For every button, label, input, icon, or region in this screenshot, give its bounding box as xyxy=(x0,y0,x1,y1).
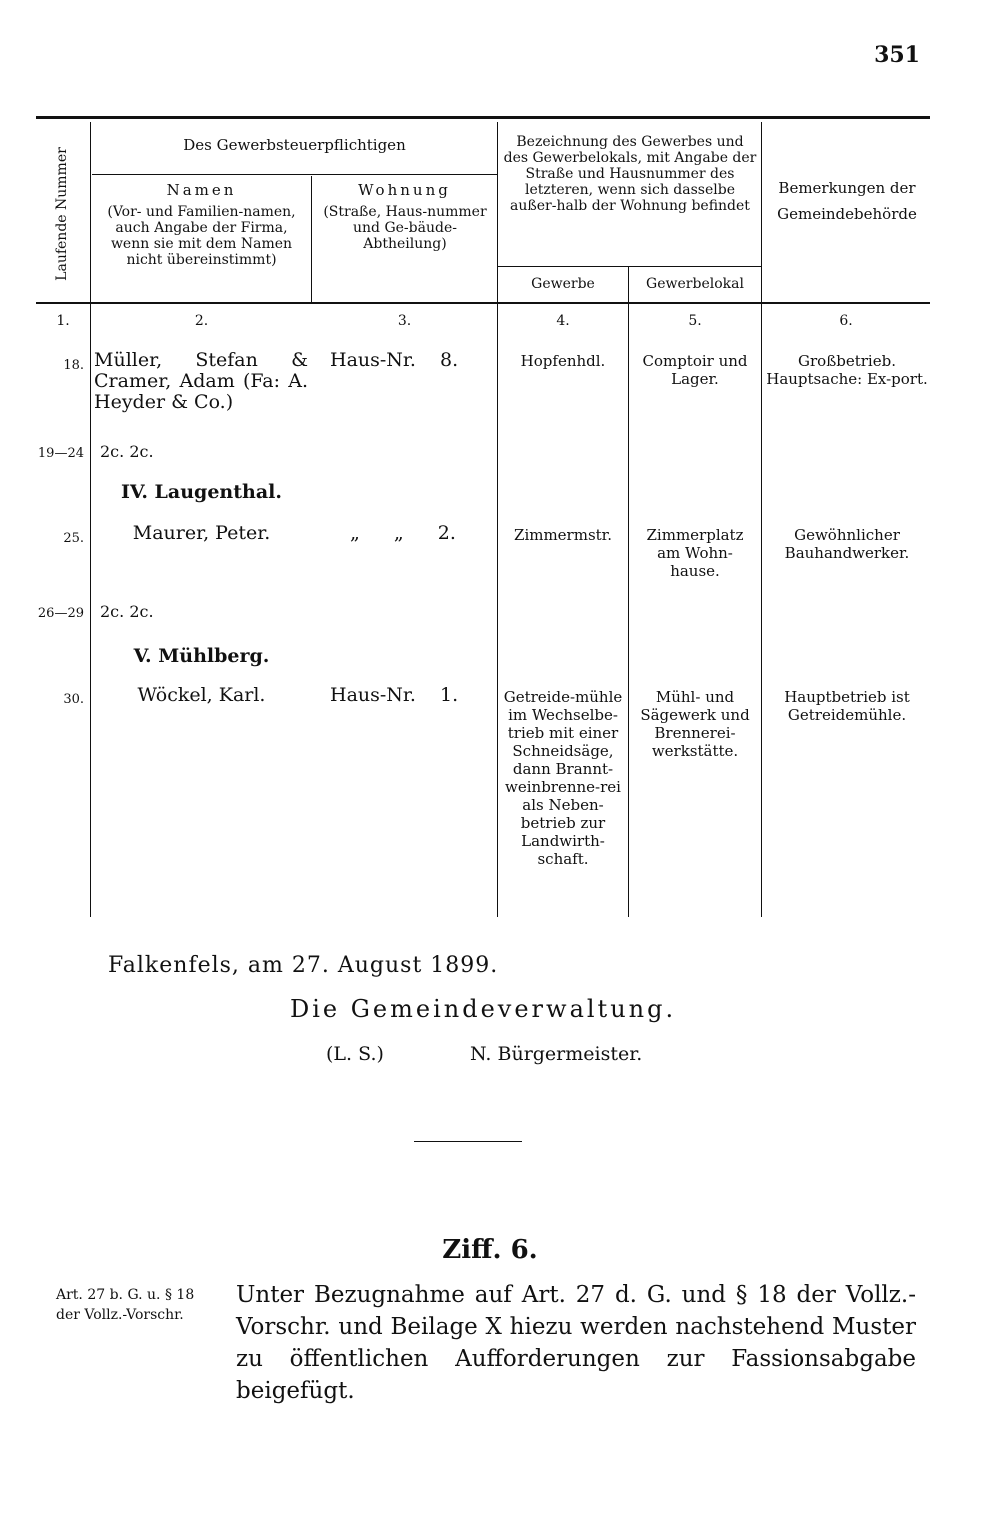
margin-note: Art. 27 b. G. u. § 18 der Vollz.-Vorschr. xyxy=(56,1287,195,1323)
place-and-date: Falkenfels, am 27. August 1899. xyxy=(108,953,499,978)
row-19-24-name: 2c. 2c. xyxy=(100,442,154,461)
row-30-name: Wöckel, Karl. xyxy=(137,684,266,706)
group-header-rule xyxy=(92,174,497,175)
row-30-bemerkung: Hauptbetrieb ist Getreidemühle. xyxy=(784,688,910,724)
row-18-gewerbe: Hopfenhdl. xyxy=(520,352,606,370)
col-number-3: 3. xyxy=(397,313,412,329)
signer: N. Bürgermeister. xyxy=(470,1043,643,1065)
bemerkungen-header: Bemerkungen der Gemeindebehörde xyxy=(777,179,917,223)
row-18-name: Müller, Stefan & Cramer, Adam (Fa: A. Heyder & Co.) xyxy=(94,349,308,413)
row-18-gewerbelokal: Comptoir und Lager. xyxy=(642,352,748,388)
row-30-gewerbe: Getreide-mühle im Wechselbe-trieb mit einer Schneidsäge, dann Brannt-weinbrenne-rei als Neben-betrieb zur Landwirth-schaft. xyxy=(503,688,623,868)
row-30-wohnung: Haus-Nr. 1. xyxy=(330,684,459,706)
row-19-24-number: 19—24 xyxy=(37,446,84,461)
ziff-heading: Ziff. 6. xyxy=(442,1235,538,1265)
seal-mark: (L. S.) xyxy=(326,1043,384,1065)
row-25-number: 25. xyxy=(63,531,84,546)
laufende-nummer-label: Laufende Nummer xyxy=(54,147,71,281)
gewerbe-header: Gewerbe xyxy=(531,276,595,292)
row-26-29-number: 26—29 xyxy=(37,606,84,621)
gewerbe-subheader-rule xyxy=(497,266,762,267)
row-18-wohnung: Haus-Nr. 8. xyxy=(330,349,459,371)
table-top-rule xyxy=(36,116,930,119)
wohnung-subheader: (Straße, Haus-nummer und Ge-bäude-Abtheilung) xyxy=(323,204,487,252)
group-header-gewerbsteuerpflichtigen: Des Gewerbsteuerpflichtigen xyxy=(183,136,406,154)
row-18-number: 18. xyxy=(63,358,84,373)
col-number-2: 2. xyxy=(194,313,209,329)
row-25-wohnung: „ „ 2. xyxy=(350,522,456,544)
name-header: Namen xyxy=(166,181,237,199)
col-number-4: 4. xyxy=(556,313,570,329)
col-header-laufende-nummer xyxy=(36,125,88,303)
row-25-bemerkung: Gewöhnlicher Bauhandwerker. xyxy=(784,526,910,562)
section-separator xyxy=(414,1141,522,1142)
row-18-bemerkung: Großbetrieb. Hauptsache: Ex-port. xyxy=(766,352,928,388)
row-26-29-name: 2c. 2c. xyxy=(100,602,154,621)
col-number-6: 6. xyxy=(839,313,853,329)
col-divider-1 xyxy=(90,122,91,917)
page-number: 351 xyxy=(874,42,920,68)
row-25-gewerbelokal: Zimmerplatz am Wohn-hause. xyxy=(646,526,744,580)
bezeichnung-header: Bezeichnung des Gewerbes und des Gewerbelokals, mit Angabe der Straße und Hausnummer des letzteren, wenn sich dasselbe außer-halb der Wohnung befindet xyxy=(503,134,757,214)
ziff-body-text: Unter Bezugnahme auf Art. 27 d. G. und § 18 der Vollz.-Vorschr. und Beilage X hiezu werden nachstehend Muster zu öffentlichen Aufforderungen zur Fassionsabgabe beigefügt. xyxy=(236,1282,916,1404)
issuing-authority: Die Gemeindeverwaltung. xyxy=(290,995,677,1023)
row-30-number: 30. xyxy=(63,692,84,707)
col-number-1: 1. xyxy=(56,313,70,329)
table-header-bottom-rule xyxy=(36,302,930,304)
section-iv-heading: IV. Laugenthal. xyxy=(121,481,282,503)
wohnung-header: Wohnung xyxy=(358,181,451,199)
row-25-gewerbe: Zimmermstr. xyxy=(514,526,612,544)
col-divider-3 xyxy=(497,122,498,917)
name-subheader: (Vor- und Familien-namen, auch Angabe der Firma, wenn sie mit dem Namen nicht übereinstimmt) xyxy=(107,204,296,268)
row-25-name: Maurer, Peter. xyxy=(132,522,271,544)
col-number-5: 5. xyxy=(688,313,702,329)
col-divider-4 xyxy=(628,266,629,917)
gewerbelokal-header: Gewerbelokal xyxy=(646,276,744,292)
col-divider-5 xyxy=(761,122,762,917)
section-v-heading: V. Mühlberg. xyxy=(133,645,270,667)
row-30-gewerbelokal: Mühl- und Sägewerk und Brennerei-werkstätte. xyxy=(640,688,750,760)
